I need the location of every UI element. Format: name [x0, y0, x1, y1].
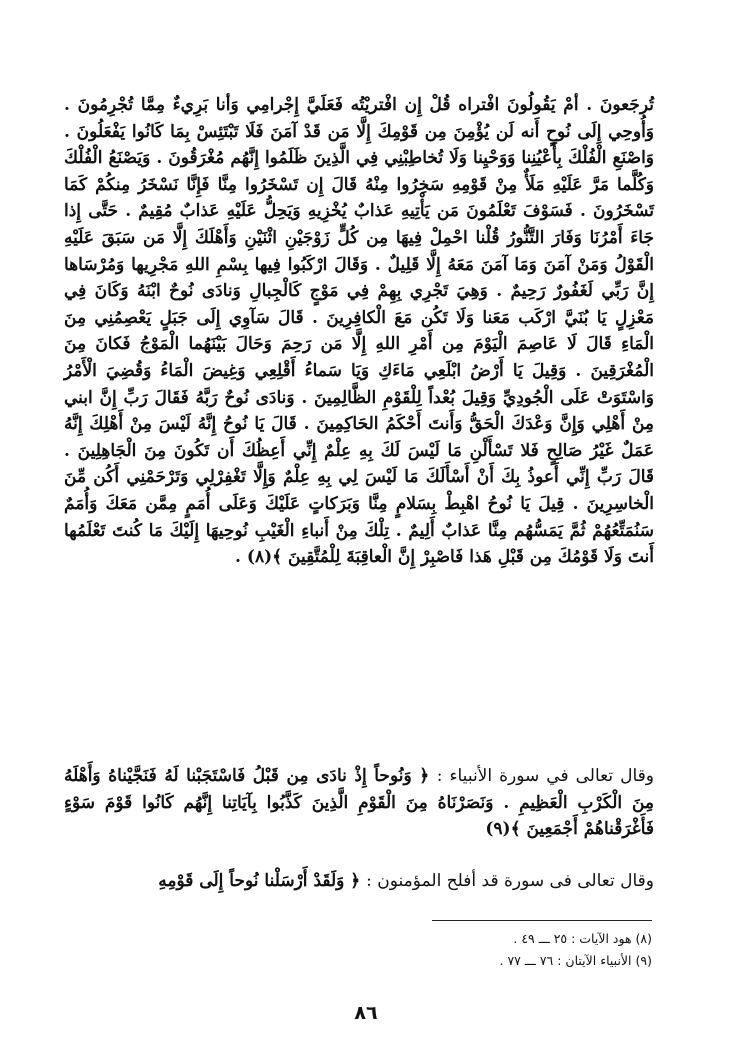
muminun-intro: وقال تعالى فى سورة قد أفلح المؤمنون :	[366, 871, 654, 891]
anbiya-verse: ﴿ وَنُوحاً إِذْ نادَى مِن قَبْلُ فَاسْتَجَبْنا لَهُ فَنَجَّيْناهُ وَأَهْلَهُ مِنَ الْكَرْبِ الْعَظِيمِ . وَنَصَرْنَاهُ مِنَ الْقَوْمِ الَّذِينَ كَذَّبُوا بِآيَاتِنا إِنَّهُم كَانُوا قَوْمَ سَوْءٍ فَأَغْرَقْناهُمْ أَجْمَعِينَ ﴾(٩)	[64, 766, 654, 840]
footnote-divider	[432, 920, 652, 921]
paragraph-muminun	[64, 868, 654, 895]
paragraph-anbiya	[64, 763, 654, 843]
footnote-8: (٨) هود الآيات : ٢٥ ـــ ٤٩ .	[513, 931, 652, 946]
footnotes	[380, 928, 652, 972]
page-number: ٨٦	[354, 1002, 378, 1024]
quran-passage-hud: تُرجَعونَ . أمْ يَقُولُونَ افْتراه قُلْ إِن افْتريْتُه فَعَلَيَّ إِجْرامِي وَأنا بَرِيءٌ مِمَّا تُجْرِمُونَ . وَأُوحِي إِلَى نُوحٍ أَنه لَن يُؤْمِنَ مِن قَوْمِكَ إِلَّا مَن قَدْ آمَنَ فَلَا تَبْتَئِسْ بِمَا كَانُوا يَفْعَلُونَ . وَاصْنَعِ الْفُلْكَ بِأَعْيُنِنا وَوَحْيِنا وَلَا تُخاطِبْنِي فِي الَّذِينَ ظَلَمُوا إِنَّهُم مُغْرَقُونَ . وَيَصْنَعُ الْفُلْكَ وَكُلَّما مَرَّ عَلَيْهِ مَلَأٌ مِنْ قَوْمِهِ سَخِرُوا مِنْهُ قَالَ إِن تَسْخَرُوا مِنَّا فَإِنَّا نَسْخَرُ مِنكُمْ كَمَا تَسْخَرُونَ . فَسَوْفَ تَعْلَمُونَ مَن يَأْتِيهِ عَذابٌ يُخْزِيهِ وَيَحِلُّ عَلَيْهِ عَذابٌ مُقِيمٌ . حَتَّى إِذا جَاءَ أَمْرُنَا وَفَارَ التَّنُّورُ قُلْنا احْمِلْ فِيهَا مِن كُلٍّ زَوْجَيْنِ اثْنَيْنِ وَأَهْلَكَ إِلَّا مَن سَبَقَ عَلَيْهِ الْقَوْلُ وَمَنْ آمَنَ وَمَا آمَنَ مَعَهُ إِلَّا قَلِيلٌ . وَقَالَ ارْكَبُوا فِيها بِسْمِ اللهِ مَجْرِيها وَمُرْسَاها إِنَّ رَبِّي لَغَفُورٌ رَحِيمٌ . وَهِيَ تَجْرِي بِهِمْ فِي مَوْجٍ كَالْجِبالِ وَنادَى نُوحٌ ابْنَهُ وَكَانَ فِي مَعْزِلٍ يَا بُنَيَّ ارْكَب مَعَنا وَلَا تَكُن مَعَ الْكافِرِينَ . قَالَ سَآوِي إِلَى جَبَلٍ يَعْصِمُنِي مِنَ الْمَاءِ قَالَ لَا عَاصِمَ الْيَوْمَ مِن أَمْرِ اللهِ إِلَّا مَن رَحِمَ وَحَالَ بَيْنَهُما الْمَوْجُ فَكانَ مِنَ الْمُغْرَقِينَ . وَقِيلَ يَا أَرْضُ ابْلَعِي مَاءَكِ وَيَا سَماءُ أَقْلِعِي وَغِيضَ الْمَاءُ وَقُضِيَ الْأَمْرُ وَاسْتَوَتْ عَلَى الْجُودِيِّ وَقِيلَ بُعْداً لِلْقَوْمِ الظَّالِمِينَ . وَنادَى نُوحٌ رَبَّهُ فَقَالَ رَبِّ إِنَّ ابني مِنْ أَهْلِي وَإِنَّ وَعْدَكَ الْحَقُّ وَأَنتَ أَحْكَمُ الحَاكِمِينَ . قَالَ يَا نُوحُ إِنَّهُ لَيْسَ مِنْ أَهْلِكَ إِنَّهُ عَمَلٌ غَيْرُ صَالِحٍ فَلا تَسْأَلْنِ مَا لَيْسَ لَكَ بِهِ عِلْمٌ إِنِّي أَعِظُكَ أَن تَكُونَ مِنَ الْجَاهِلِينَ . قَالَ رَبِّ إِنِّي أَعوذُ بِكَ أَنْ أَسْأَلَكَ مَا لَيْسَ لِي بِهِ عِلْمٌ وَإِلَّا تَغْفِرْلِي وَتَرْحَمْنِي أَكُن مِّنَ الْخاسِرِينَ . قِيلَ يَا نُوحُ اهْبِطْ بِسَلامٍ مِنَّا وَبَرَكاتٍ عَلَيْكَ وَعَلَى أُمَمٍ مِمَّن مَعَكَ وَأُمَمٌ سَنُمَتِّعُهُمْ ثُمَّ يَمَسُّهُم مِنَّا عَذابٌ أَلِيمٌ . تِلْكَ مِنْ أَنباءِ الْغَيْبِ نُوحِيهَا إِلَيْكَ مَا كُنتَ تَعْلَمُها أَنتَ وَلَا قَوْمُكَ مِن قَبْلِ هَذا فَاصْبِرْ إِنَّ الْعاقِبَةَ لِلْمُتَّقِينَ ﴾(٨) .	[64, 95, 654, 568]
muminun-verse: ﴿ وَلَقَدْ أَرْسَلْنا نُوحاً إِلَى قَوْمِهِ	[158, 871, 361, 891]
anbiya-intro: وقال تعالى في سورة الأنبياء :	[436, 766, 654, 786]
footnote-9: (٩) الأنبياء الآيتان : ٧٦ ـــ ٧٧ .	[499, 953, 652, 968]
